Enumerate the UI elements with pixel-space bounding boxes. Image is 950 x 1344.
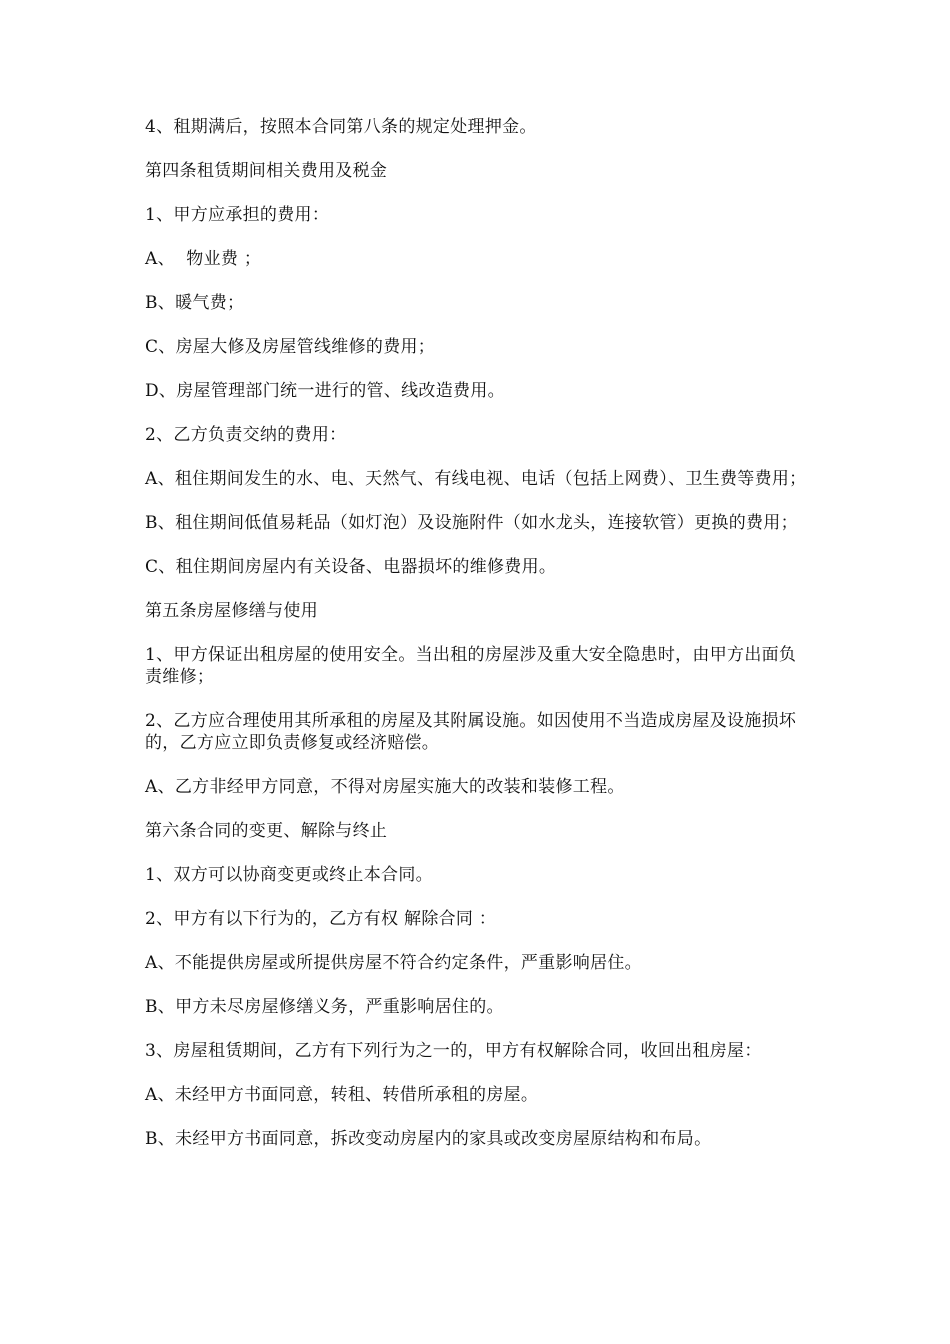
document-body <box>145 116 810 1172</box>
paragraph: 1、双方可以协商变更或终止本合同。 <box>145 865 433 885</box>
paragraph-deposit-handling: 4、租期满后，按照本合同第八条的规定处理押金。 <box>145 117 537 137</box>
list-item: A、未经甲方书面同意，转租、转借所承租的房屋。 <box>145 1085 539 1105</box>
list-item: C、房屋大修及房屋管线维修的费用； <box>145 337 436 357</box>
paragraph: 2、乙方负责交纳的费用： <box>145 425 347 445</box>
paragraph: 1、甲方应承担的费用： <box>145 205 330 225</box>
list-item: B、租住期间低值易耗品（如灯泡）及设施附件（如水龙头，连接软管）更换的费用； <box>145 513 798 533</box>
list-item: D、房屋管理部门统一进行的管、线改造费用。 <box>145 381 505 401</box>
paragraph: 2、乙方应合理使用其所承租的房屋及其附属设施。如因使用不当造成房屋及设施损坏的，乙方应立即负责修复或经济赔偿。 <box>145 711 797 753</box>
paragraph: 1、甲方保证出租房屋的使用安全。当出租的房屋涉及重大安全隐患时，由甲方出面负责维修； <box>145 645 797 687</box>
list-item: C、租住期间房屋内有关设备、电器损坏的维修费用。 <box>145 557 557 577</box>
list-item: A、租住期间发生的水、电、天然气、有线电视、电话（包括上网费）、卫生费等费用； <box>145 469 807 489</box>
list-item: A、不能提供房屋或所提供房屋不符合约定条件，严重影响居住。 <box>145 953 642 973</box>
section-heading-article-4: 第四条租赁期间相关费用及税金 <box>145 161 388 181</box>
list-item: B、暖气费； <box>145 293 245 313</box>
list-item: A、 物业费 ； <box>145 249 262 269</box>
paragraph: 3、房屋租赁期间，乙方有下列行为之一的，甲方有权解除合同，收回出租房屋： <box>145 1041 762 1061</box>
list-item: B、未经甲方书面同意，拆改变动房屋内的家具或改变房屋原结构和布局。 <box>145 1129 712 1149</box>
paragraph: 2、甲方有以下行为的，乙方有权 解除合同 ： <box>145 909 497 929</box>
section-heading-article-6: 第六条合同的变更、解除与终止 <box>145 821 388 841</box>
list-item: A、乙方非经甲方同意，不得对房屋实施大的改装和装修工程。 <box>145 777 625 797</box>
section-heading-article-5: 第五条房屋修缮与使用 <box>145 601 318 621</box>
list-item: B、甲方未尽房屋修缮义务，严重影响居住的。 <box>145 997 504 1017</box>
